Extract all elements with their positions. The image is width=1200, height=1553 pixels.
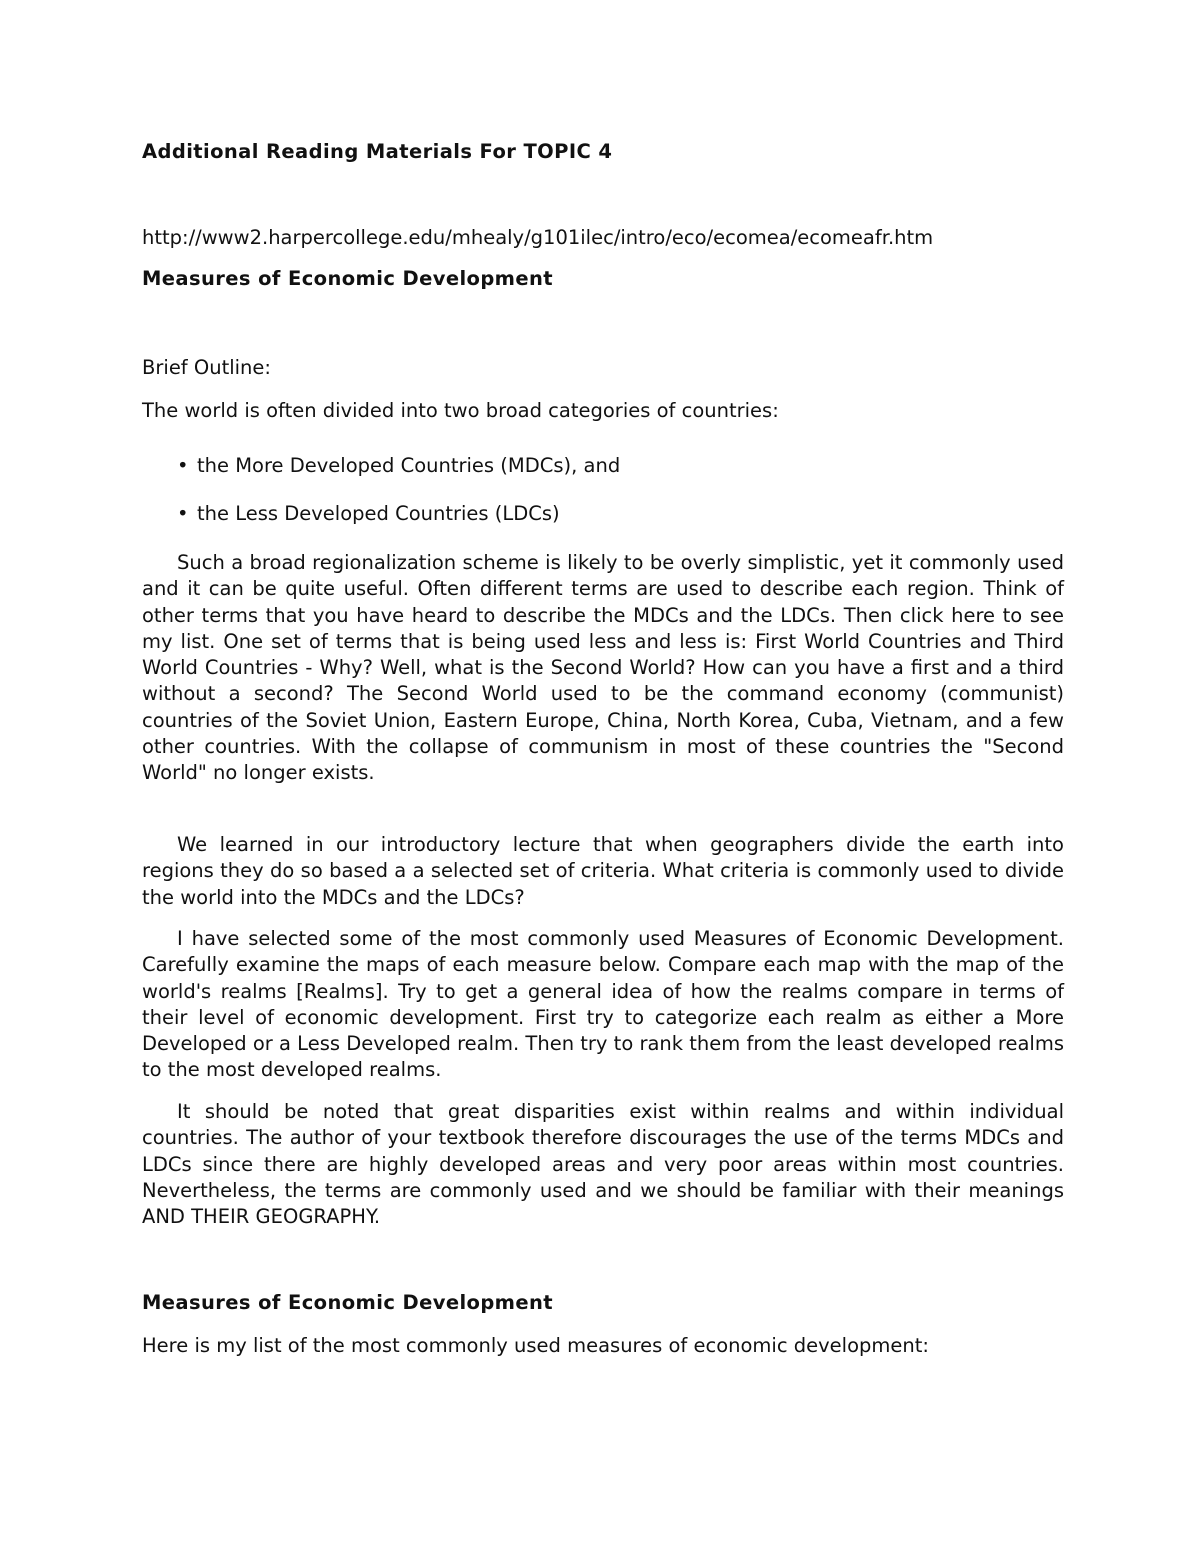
source-url: http://www2.harpercollege.edu/mhealy/g101ilec/intro/eco/ecomea/ecomeafr.htm [142,226,934,249]
body-paragraph: It should be noted that great disparities exist within realms and within individual countries. The author of your textbook therefore discourages the use of the terms MDCs and LDCs since there are highly developed areas and very poor areas within most countries. Nevertheless, the terms are commonly used and we should be familiar with their meanings AND THEIR GEOGRAPHY. [142,1100,1064,1229]
bullet-icon: • [177,454,189,477]
bullet-icon: • [177,502,189,525]
list-item-text: the More Developed Countries (MDCs), and [197,454,621,477]
body-paragraph: I have selected some of the most commonly used Measures of Economic Development. Carefully examine the maps of each measure below. Compare each map with the map of the world's realms [Realms]. Try to get a general idea of how the realms compare in terms of their level of economic development. First try to categorize each realm as either a More Developed or a Less Developed realm. Then try to rank them from the least developed realms to the most developed realms. [142,927,1064,1082]
document-title: Additional Reading Materials For TOPIC 4 [142,140,613,163]
list-item [177,502,560,525]
list-item [177,454,620,477]
section-heading: Measures of Economic Development [142,267,554,290]
closing-line: Here is my list of the most commonly used measures of economic development: [142,1334,929,1357]
outline-label: Brief Outline: [142,356,271,379]
body-paragraph: Such a broad regionalization scheme is likely to be overly simplistic, yet it commonly used and it can be quite useful. Often different terms are used to describe each region. Think of other terms that you have heard to describe the MDCs and the LDCs. Then click here to see my list. One set of terms that is being used less and less is: First World Countries and Third World Countries - Why? Well, what is the Second World? How can you have a first and a third without a second? The Second World used to be the command economy (communist) countries of the Soviet Union, Eastern Europe, China, North Korea, Cuba, Vietnam, and a few other countries. With the collapse of communism in most of these countries the "Second World" no longer exists. [142,551,1064,785]
body-paragraph: We learned in our introductory lecture that when geographers divide the earth into regions they do so based a a selected set of criteria. What criteria is commonly used to divide the world into the MDCs and the LDCs? [142,833,1064,909]
intro-sentence: The world is often divided into two broad categories of countries: [142,399,779,422]
section-heading: Measures of Economic Development [142,1291,554,1314]
list-item-text: the Less Developed Countries (LDCs) [197,502,560,525]
